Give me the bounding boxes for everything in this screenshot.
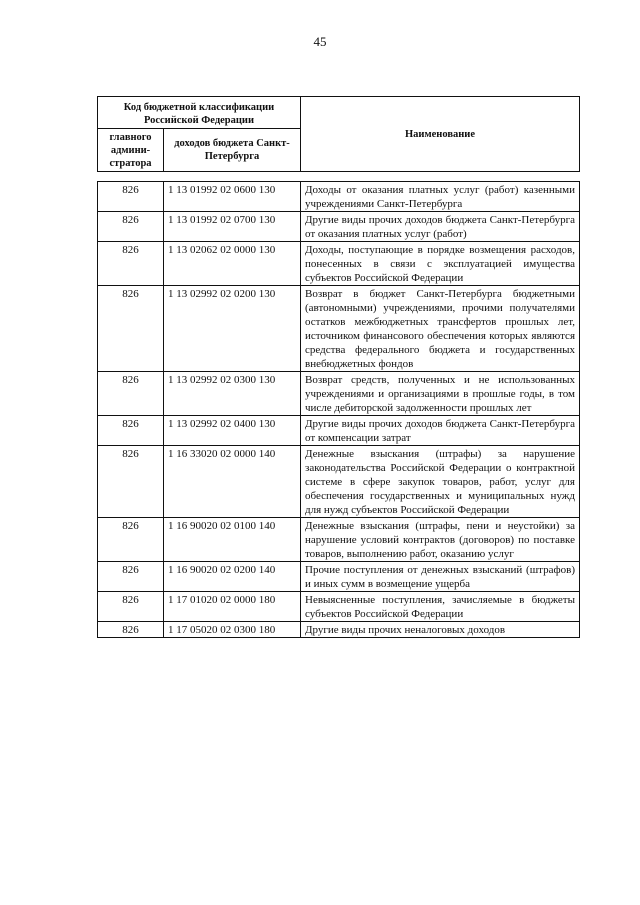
revenue-name-cell: Доходы, поступающие в порядке возмещения расходов, понесенных в связи с эксплуатацией имущества субъектов Российской Федерации bbox=[301, 242, 580, 286]
table-row bbox=[98, 182, 580, 212]
admin-code-cell: 826 bbox=[98, 562, 164, 592]
revenue-code-cell: 1 13 02992 02 0300 130 bbox=[164, 372, 301, 416]
revenue-name-cell: Прочие поступления от денежных взысканий (штрафов) и иных сумм в возмещение ущерба bbox=[301, 562, 580, 592]
table-row bbox=[98, 286, 580, 372]
header-budget-revenue: доходов бюджета Санкт-Петербурга bbox=[164, 129, 301, 172]
table-row bbox=[98, 446, 580, 518]
revenue-code-cell: 1 13 02992 02 0200 130 bbox=[164, 286, 301, 372]
revenue-code-cell: 1 16 33020 02 0000 140 bbox=[164, 446, 301, 518]
table-row bbox=[98, 518, 580, 562]
revenue-code-cell: 1 13 02992 02 0400 130 bbox=[164, 416, 301, 446]
header-classification-code: Код бюджетной классификации Российской Федерации bbox=[98, 97, 301, 129]
page-number: 45 bbox=[313, 34, 327, 49]
table-row bbox=[98, 212, 580, 242]
revenue-name-cell: Возврат средств, полученных и не использованных учреждениями и организациями в прошлые годы, в том числе дебиторской задолженности прошлых лет bbox=[301, 372, 580, 416]
admin-code-cell: 826 bbox=[98, 242, 164, 286]
revenue-name-cell: Другие виды прочих неналоговых доходов bbox=[301, 622, 580, 638]
admin-code-cell: 826 bbox=[98, 416, 164, 446]
admin-code-cell: 826 bbox=[98, 212, 164, 242]
revenue-code-cell: 1 13 01992 02 0600 130 bbox=[164, 182, 301, 212]
revenue-name-cell: Доходы от оказания платных услуг (работ) казенными учреждениями Санкт-Петербурга bbox=[301, 182, 580, 212]
admin-code-cell: 826 bbox=[98, 372, 164, 416]
revenue-code-cell: 1 17 05020 02 0300 180 bbox=[164, 622, 301, 638]
revenue-name-cell: Денежные взыскания (штрафы, пени и неустойки) за нарушение условий контрактов (договоров) по поставке товаров, выполнению работ, оказанию услуг bbox=[301, 518, 580, 562]
revenue-code-cell: 1 16 90020 02 0200 140 bbox=[164, 562, 301, 592]
header-table bbox=[97, 96, 580, 172]
admin-code-cell: 826 bbox=[98, 182, 164, 212]
table-row bbox=[98, 622, 580, 638]
admin-code-cell: 826 bbox=[98, 622, 164, 638]
revenue-code-cell: 1 13 01992 02 0700 130 bbox=[164, 212, 301, 242]
admin-code-cell: 826 bbox=[98, 518, 164, 562]
revenue-code-cell: 1 16 90020 02 0100 140 bbox=[164, 518, 301, 562]
admin-code-cell: 826 bbox=[98, 286, 164, 372]
table-row bbox=[98, 592, 580, 622]
revenue-name-cell: Возврат в бюджет Санкт-Петербурга бюджетными (автономными) учреждениями, прочими получателями остатков межбюджетных трансфертов прошлых лет, источником финансового обеспечения которых являются средства федерального бюджета и государственных внебюджетных фондов bbox=[301, 286, 580, 372]
revenue-name-cell: Денежные взыскания (штрафы) за нарушение законодательства Российской Федерации о контрактной системе в сфере закупок товаров, работ, услуг для обеспечения государственных и муниципальных нужд для нужд субъектов Российской Федерации bbox=[301, 446, 580, 518]
revenue-name-cell: Невыясненные поступления, зачисляемые в бюджеты субъектов Российской Федерации bbox=[301, 592, 580, 622]
revenue-name-cell: Другие виды прочих доходов бюджета Санкт-Петербурга от оказания платных услуг (работ) bbox=[301, 212, 580, 242]
revenue-code-cell: 1 13 02062 02 0000 130 bbox=[164, 242, 301, 286]
table-row bbox=[98, 416, 580, 446]
revenue-table bbox=[97, 181, 580, 638]
revenue-code-cell: 1 17 01020 02 0000 180 bbox=[164, 592, 301, 622]
admin-code-cell: 826 bbox=[98, 446, 164, 518]
table-row bbox=[98, 242, 580, 286]
header-name: Наименование bbox=[301, 97, 580, 172]
table-row bbox=[98, 372, 580, 416]
revenue-table-body bbox=[98, 182, 580, 638]
table-row bbox=[98, 562, 580, 592]
admin-code-cell: 826 bbox=[98, 592, 164, 622]
revenue-name-cell: Другие виды прочих доходов бюджета Санкт-Петербурга от компенсации затрат bbox=[301, 416, 580, 446]
header-chief-administrator: главного админи-стратора bbox=[98, 129, 164, 172]
